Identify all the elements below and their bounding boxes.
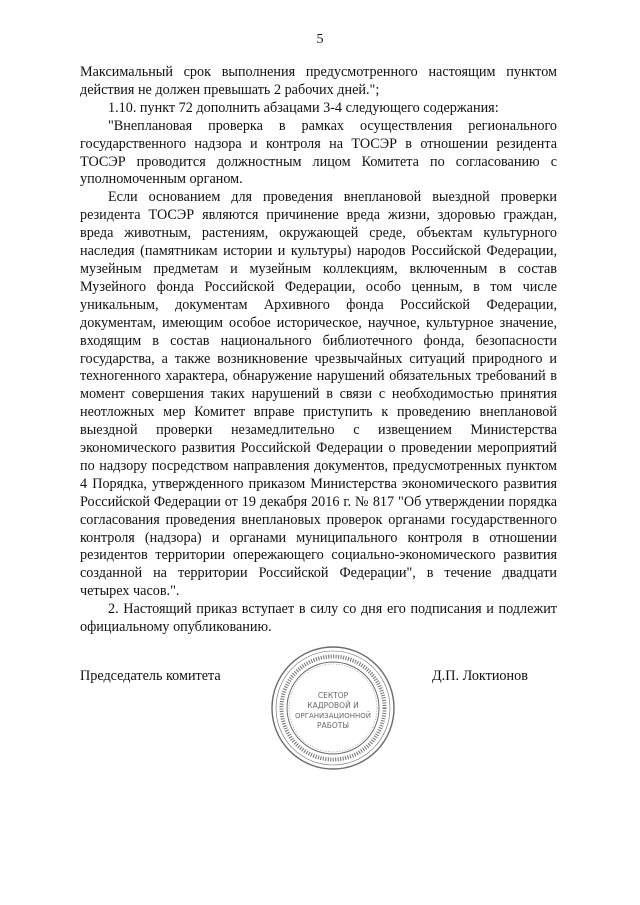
signatory-name: Д.П. Локтионов (432, 668, 528, 684)
paragraph-1-10: 1.10. пункт 72 дополнить абзацами 3-4 следующего содержания: (108, 99, 499, 116)
paragraph-max-term: Максимальный срок выполнения предусмотренного настоящим пунктом действия не должен превышать 2 рабочих дней."; (80, 64, 557, 98)
stamp-line: СЕКТОР (317, 691, 349, 700)
stamp-line: ОРГАНИЗАЦИОННОЙ (294, 712, 372, 720)
paragraph-inspection-grounds: Если основанием для проведения внеплановой выездной проверки резидента ТОСЭР являются причинение вреда жизни, здоровью граждан, вреда животным, растениям, окружающей среде, объектам культурного наследия (памятникам истории и культуры) народов Российской Федерации, музейным предметам и музейным коллекциям, включенным в состав Музейного фонда Российской Федерации, особо ценным, в том числе уникальным, документам Архивного фонда Российской Федерации, документам, имеющим особое историческое, научное, культурное значение, входящим в состав национального библиотечного фонда, безопасности государства, а также возникновение чрезвычайных ситуаций природного и техногенного характера, обнаружение нарушений обязательных требований в момент совершения таких нарушений в связи с необходимостью принятия неотложных мер Комитет вправе приступить к проведению внеплановой выездной проверки незамедлительно с извещением Министерства экономического развития Российской Федерации о проведении мероприятий по надзору посредством направления документов, предусмотренных пунктом 4 Порядка, утвержденного приказом Министерства экономического развития Российской Федерации от 19 декабря 2016 г. № 817 "Об утверждении порядка согласования проведения внеплановых проверок органами государственного контроля (надзора) и органами муниципального контроля в отношении резидентов территории опережающего социально-экономического развития созданной на территории Российской Федерации", в течение двадцати четырех часов.". (80, 189, 557, 600)
official-stamp (268, 643, 398, 773)
document-body (80, 64, 557, 637)
signatory-position: Председатель комитета (80, 668, 221, 684)
stamp-line: РАБОТЫ (317, 721, 349, 730)
stamp-line: КАДРОВОЙ И (307, 701, 359, 710)
page-number: 5 (316, 32, 324, 47)
paragraph-order-effective: 2. Настоящий приказ вступает в силу со дня его подписания и подлежит официальному опубликованию. (80, 601, 557, 636)
paragraph-unscheduled-inspection: "Внеплановая проверка в рамках осуществления регионального государственного надзора и контроля на ТОСЭР в отношении резидента ТОСЭР проводится должностным лицом Комитета по согласованию с уполномоченным органом. (80, 117, 557, 188)
